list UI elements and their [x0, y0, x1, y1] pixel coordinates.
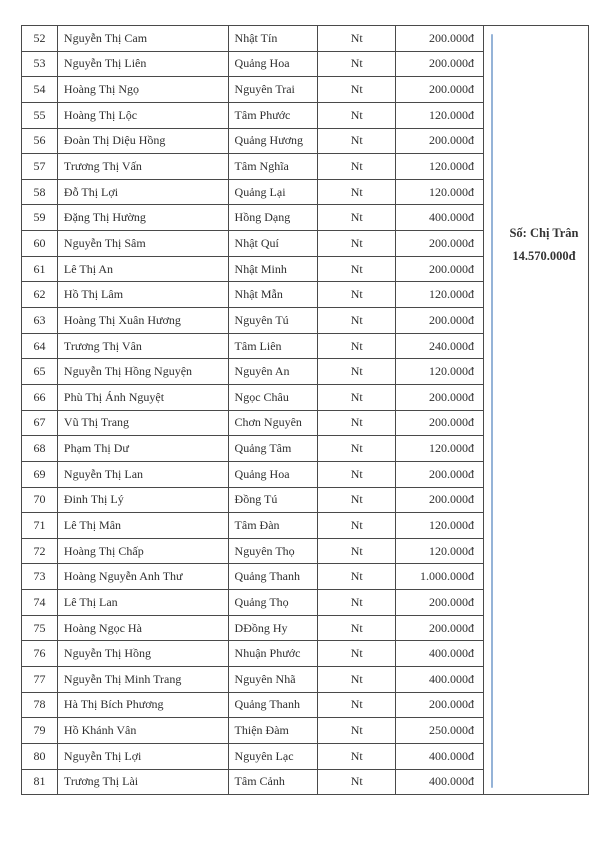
- side-note-total: 14.570.000đ: [512, 249, 576, 263]
- nt-cell: Nt: [318, 590, 396, 615]
- dharma-name-cell: Tâm Cảnh: [229, 770, 319, 795]
- side-annotation-region: [484, 26, 588, 794]
- dharma-name-cell: Nhật Quí: [229, 231, 319, 256]
- donor-name-cell: Đinh Thị Lý: [58, 488, 229, 513]
- nt-cell: Nt: [318, 616, 396, 641]
- row-number-cell: 74: [22, 590, 58, 615]
- nt-cell: Nt: [318, 26, 396, 51]
- amount-cell: 400.000đ: [429, 748, 475, 763]
- table-row: [22, 590, 483, 616]
- donor-name-cell: Đặng Thị Hường: [58, 205, 229, 230]
- table-row: [22, 616, 483, 642]
- row-number-cell: 58: [22, 180, 58, 205]
- dharma-name-cell: Nhật Tín: [229, 26, 319, 51]
- row-number-cell: 56: [22, 129, 58, 154]
- row-number-cell: 67: [22, 411, 58, 436]
- table-row: [22, 180, 483, 206]
- dharma-name-cell: Nguyên Tú: [229, 308, 319, 333]
- donor-name-cell: Hoàng Thị Chấp: [58, 539, 229, 564]
- amount-cell: 120.000đ: [429, 287, 475, 302]
- table-row: [22, 744, 483, 770]
- donor-name-cell: Lê Thị Mân: [58, 513, 229, 538]
- nt-cell: Nt: [318, 180, 396, 205]
- row-number-cell: 57: [22, 154, 58, 179]
- dharma-name-cell: Nguyên Trai: [229, 77, 319, 102]
- donor-name-cell: Vũ Thị Trang: [58, 411, 229, 436]
- dharma-name-cell: Nguyên Lạc: [229, 744, 319, 769]
- dharma-name-cell: Tâm Đàn: [229, 513, 319, 538]
- table-row: [22, 205, 483, 231]
- donor-name-cell: Nguyễn Thị Liên: [58, 52, 229, 77]
- amount-cell: 240.000đ: [429, 338, 475, 353]
- donor-name-cell: Nguyễn Thị Lan: [58, 462, 229, 487]
- amount-cell: 200.000đ: [429, 82, 475, 97]
- table-row: [22, 770, 483, 795]
- donor-name-cell: Nguyễn Thị Hồng Nguyện: [58, 359, 229, 384]
- donor-name-cell: Phù Thị Ánh Nguyệt: [58, 385, 229, 410]
- amount-cell: 200.000đ: [429, 466, 475, 481]
- row-number-cell: 68: [22, 436, 58, 461]
- donor-name-cell: Trương Thị Lài: [58, 770, 229, 795]
- row-number-cell: 66: [22, 385, 58, 410]
- row-number-cell: 79: [22, 718, 58, 743]
- amount-cell: 120.000đ: [429, 517, 475, 532]
- nt-cell: Nt: [318, 718, 396, 743]
- amount-cell: 200.000đ: [429, 312, 475, 327]
- table-row: [22, 52, 483, 78]
- table-row: [22, 154, 483, 180]
- donor-name-cell: Hoàng Thị Ngọ: [58, 77, 229, 102]
- amount-cell: 250.000đ: [429, 723, 475, 738]
- nt-cell: Nt: [318, 308, 396, 333]
- row-number-cell: 70: [22, 488, 58, 513]
- nt-cell: Nt: [318, 77, 396, 102]
- row-number-cell: 60: [22, 231, 58, 256]
- dharma-name-cell: Tâm Liên: [229, 334, 319, 359]
- nt-cell: Nt: [318, 334, 396, 359]
- row-number-cell: 64: [22, 334, 58, 359]
- dharma-name-cell: DĐồng Hy: [229, 616, 319, 641]
- donor-name-cell: Phạm Thị Dư: [58, 436, 229, 461]
- table-row: [22, 436, 483, 462]
- table-row: [22, 718, 483, 744]
- amount-cell: 120.000đ: [429, 441, 475, 456]
- dharma-name-cell: Nhật Mẫn: [229, 282, 319, 307]
- dharma-name-cell: Hồng Dạng: [229, 205, 319, 230]
- amount-cell: 120.000đ: [429, 543, 475, 558]
- table-row: [22, 359, 483, 385]
- nt-cell: Nt: [318, 436, 396, 461]
- nt-cell: Nt: [318, 129, 396, 154]
- donor-name-cell: Nguyễn Thị Cam: [58, 26, 229, 51]
- table-row: [22, 129, 483, 155]
- nt-cell: Nt: [318, 257, 396, 282]
- donor-name-cell: Hồ Khánh Vân: [58, 718, 229, 743]
- row-number-cell: 75: [22, 616, 58, 641]
- row-number-cell: 62: [22, 282, 58, 307]
- table-row: [22, 308, 483, 334]
- nt-cell: Nt: [318, 744, 396, 769]
- donor-name-cell: Hoàng Thị Xuân Hương: [58, 308, 229, 333]
- row-number-cell: 72: [22, 539, 58, 564]
- amount-cell: 200.000đ: [429, 389, 475, 404]
- side-note: [502, 222, 586, 268]
- donor-name-cell: Lê Thị Lan: [58, 590, 229, 615]
- donor-name-cell: Nguyễn Thị Minh Trang: [58, 667, 229, 692]
- table-row: [22, 539, 483, 565]
- amount-cell: 120.000đ: [429, 184, 475, 199]
- dharma-name-cell: Quảng Hoa: [229, 52, 319, 77]
- dharma-name-cell: Nguyên Nhã: [229, 667, 319, 692]
- row-number-cell: 69: [22, 462, 58, 487]
- dharma-name-cell: Nguyên Thọ: [229, 539, 319, 564]
- table-row: [22, 513, 483, 539]
- row-number-cell: 73: [22, 564, 58, 589]
- row-number-cell: 76: [22, 641, 58, 666]
- amount-cell: 400.000đ: [429, 210, 475, 225]
- row-number-cell: 53: [22, 52, 58, 77]
- row-number-cell: 80: [22, 744, 58, 769]
- row-number-cell: 52: [22, 26, 58, 51]
- table-row: [22, 77, 483, 103]
- side-note-label: Số: Chị Trân: [509, 226, 579, 240]
- table-row: [22, 282, 483, 308]
- donor-name-cell: Hoàng Thị Lộc: [58, 103, 229, 128]
- table-row: [22, 462, 483, 488]
- nt-cell: Nt: [318, 641, 396, 666]
- amount-cell: 200.000đ: [429, 594, 475, 609]
- row-number-cell: 71: [22, 513, 58, 538]
- table-row: [22, 231, 483, 257]
- bracket-line: [491, 34, 493, 788]
- nt-cell: Nt: [318, 385, 396, 410]
- nt-cell: Nt: [318, 513, 396, 538]
- dharma-name-cell: Quảng Thọ: [229, 590, 319, 615]
- amount-cell: 120.000đ: [429, 159, 475, 174]
- donor-name-cell: Đỗ Thị Lợi: [58, 180, 229, 205]
- nt-cell: Nt: [318, 154, 396, 179]
- nt-cell: Nt: [318, 488, 396, 513]
- amount-cell: 200.000đ: [429, 56, 475, 71]
- donor-name-cell: Hồ Thị Lâm: [58, 282, 229, 307]
- table-row: [22, 26, 483, 52]
- donor-name-cell: Đoàn Thị Diệu Hồng: [58, 129, 229, 154]
- nt-cell: Nt: [318, 231, 396, 256]
- amount-cell: 400.000đ: [429, 646, 475, 661]
- dharma-name-cell: Đồng Tú: [229, 488, 319, 513]
- table-body: [22, 26, 484, 794]
- row-number-cell: 54: [22, 77, 58, 102]
- dharma-name-cell: Thiện Đàm: [229, 718, 319, 743]
- amount-cell: 200.000đ: [429, 235, 475, 250]
- table-row: [22, 411, 483, 437]
- row-number-cell: 65: [22, 359, 58, 384]
- donor-name-cell: Hoàng Nguyễn Anh Thư: [58, 564, 229, 589]
- donor-name-cell: Hoàng Ngọc Hà: [58, 616, 229, 641]
- dharma-name-cell: Quảng Lại: [229, 180, 319, 205]
- row-number-cell: 78: [22, 693, 58, 718]
- amount-cell: 200.000đ: [429, 30, 475, 45]
- dharma-name-cell: Nhuận Phước: [229, 641, 319, 666]
- row-number-cell: 63: [22, 308, 58, 333]
- donor-name-cell: Lê Thị An: [58, 257, 229, 282]
- row-number-cell: 77: [22, 667, 58, 692]
- dharma-name-cell: Quảng Hương: [229, 129, 319, 154]
- nt-cell: Nt: [318, 359, 396, 384]
- table-row: [22, 385, 483, 411]
- amount-cell: 200.000đ: [429, 492, 475, 507]
- dharma-name-cell: Nguyên An: [229, 359, 319, 384]
- nt-cell: Nt: [318, 205, 396, 230]
- amount-cell: 200.000đ: [429, 620, 475, 635]
- amount-cell: 200.000đ: [429, 697, 475, 712]
- nt-cell: Nt: [318, 693, 396, 718]
- amount-cell: 200.000đ: [429, 261, 475, 276]
- nt-cell: Nt: [318, 52, 396, 77]
- nt-cell: Nt: [318, 462, 396, 487]
- nt-cell: Nt: [318, 539, 396, 564]
- row-number-cell: 59: [22, 205, 58, 230]
- table-row: [22, 334, 483, 360]
- row-number-cell: 81: [22, 770, 58, 795]
- amount-cell: 400.000đ: [429, 671, 475, 686]
- nt-cell: Nt: [318, 103, 396, 128]
- amount-cell: 1.000.000đ: [420, 569, 475, 584]
- donor-name-cell: Nguyễn Thị Lợi: [58, 744, 229, 769]
- table-row: [22, 667, 483, 693]
- nt-cell: Nt: [318, 411, 396, 436]
- nt-cell: Nt: [318, 282, 396, 307]
- dharma-name-cell: Quảng Thanh: [229, 564, 319, 589]
- dharma-name-cell: Quảng Tâm: [229, 436, 319, 461]
- amount-cell: 120.000đ: [429, 107, 475, 122]
- dharma-name-cell: Tâm Phước: [229, 103, 319, 128]
- amount-cell: 400.000đ: [429, 774, 475, 789]
- amount-cell: 200.000đ: [429, 415, 475, 430]
- donor-name-cell: Trương Thị Vấn: [58, 154, 229, 179]
- donation-table: [21, 25, 589, 795]
- table-row: [22, 257, 483, 283]
- donor-name-cell: Nguyễn Thị Sâm: [58, 231, 229, 256]
- dharma-name-cell: Nhật Minh: [229, 257, 319, 282]
- nt-cell: Nt: [318, 667, 396, 692]
- dharma-name-cell: Tâm Nghĩa: [229, 154, 319, 179]
- table-row: [22, 693, 483, 719]
- amount-cell: 200.000đ: [429, 133, 475, 148]
- amount-cell: 120.000đ: [429, 364, 475, 379]
- dharma-name-cell: Quảng Hoa: [229, 462, 319, 487]
- dharma-name-cell: Quảng Thanh: [229, 693, 319, 718]
- row-number-cell: 61: [22, 257, 58, 282]
- row-number-cell: 55: [22, 103, 58, 128]
- table-row: [22, 641, 483, 667]
- dharma-name-cell: Ngọc Châu: [229, 385, 319, 410]
- table-row: [22, 564, 483, 590]
- table-row: [22, 488, 483, 514]
- donor-name-cell: Hà Thị Bích Phương: [58, 693, 229, 718]
- donor-name-cell: Trương Thị Vân: [58, 334, 229, 359]
- nt-cell: Nt: [318, 770, 396, 795]
- nt-cell: Nt: [318, 564, 396, 589]
- table-row: [22, 103, 483, 129]
- donor-name-cell: Nguyễn Thị Hồng: [58, 641, 229, 666]
- dharma-name-cell: Chơn Nguyên: [229, 411, 319, 436]
